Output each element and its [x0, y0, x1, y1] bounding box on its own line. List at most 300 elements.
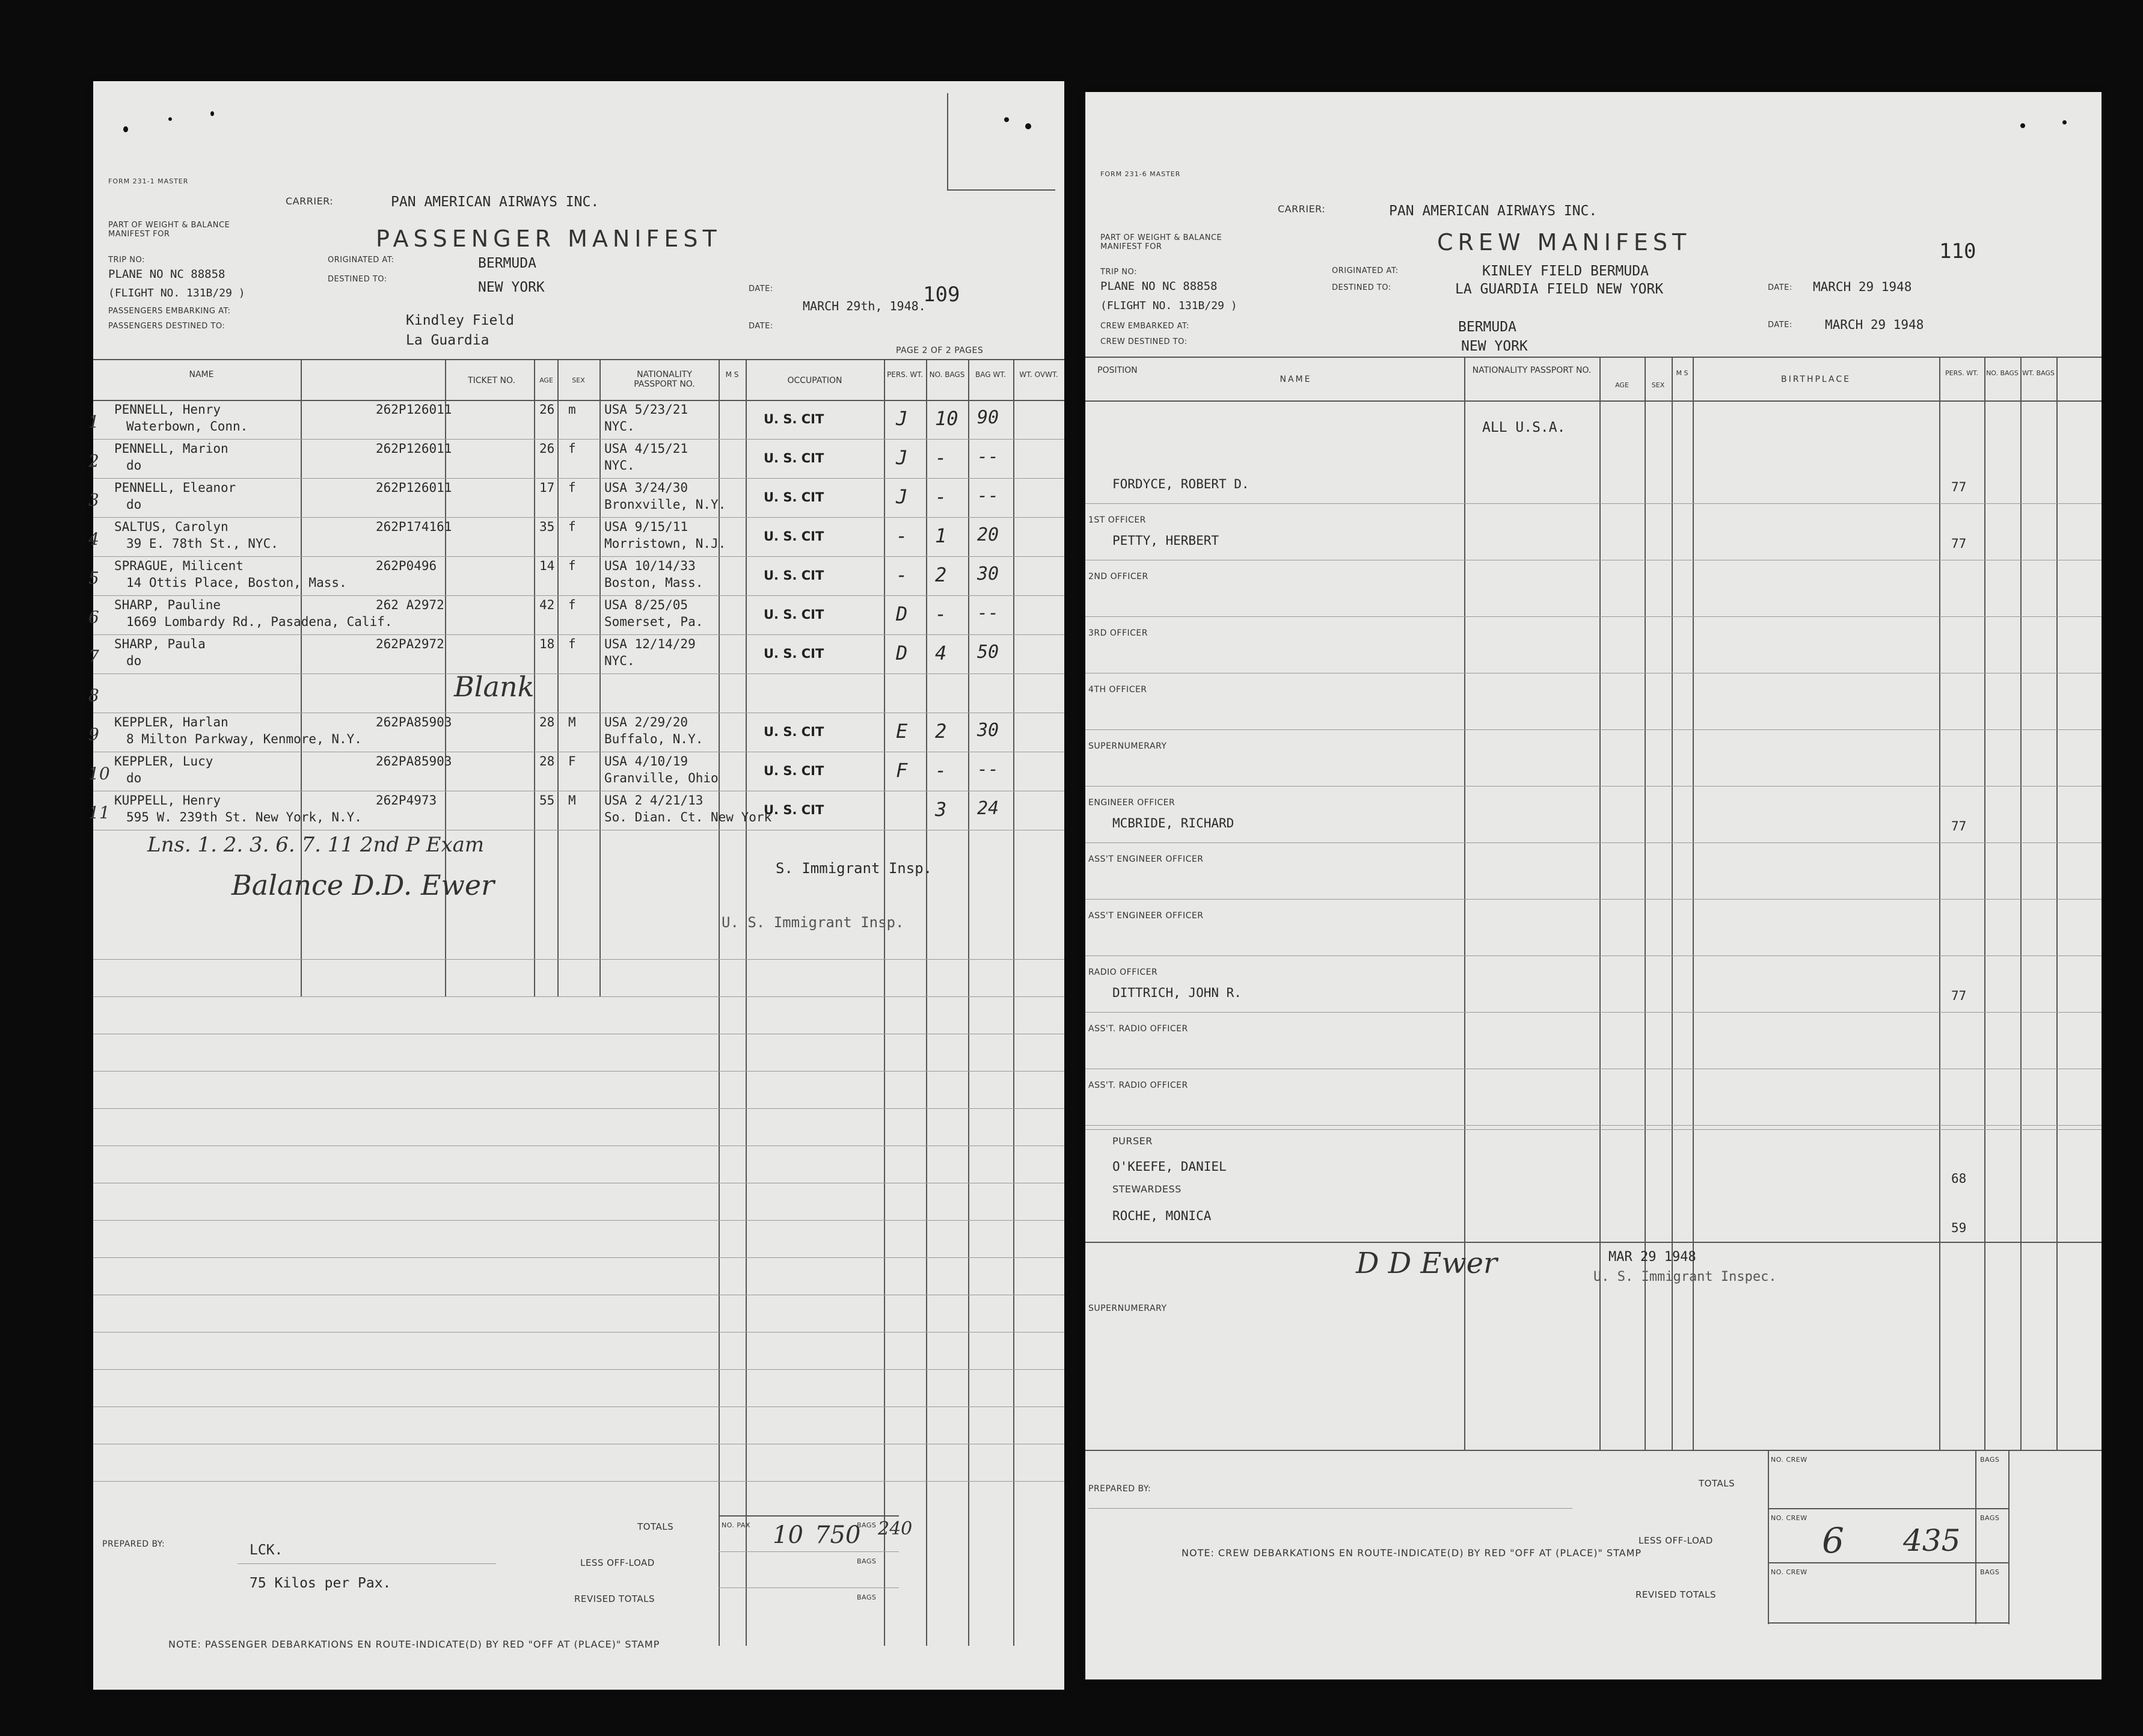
- totals-label: TOTALS: [637, 1521, 674, 1532]
- passenger-sex: f: [568, 559, 576, 573]
- passenger-age: 55: [539, 793, 555, 808]
- trip-label: TRIP NO:: [1100, 268, 1137, 277]
- row-number: 10: [88, 764, 110, 784]
- header-bottom-border: [93, 400, 1064, 401]
- ruled-line: [93, 996, 1064, 997]
- passenger-name: PENNELL, Eleanor: [114, 480, 236, 495]
- ruled-line: [93, 1369, 1064, 1370]
- bag-weight: --: [977, 446, 999, 467]
- totals-border: [1975, 1450, 1976, 1624]
- crew-manifest-title: CREW MANIFEST: [1437, 229, 1691, 256]
- nationality-place: NYC.: [604, 458, 635, 473]
- totals-border: [719, 1587, 899, 1588]
- passenger-address: 14 Ottis Place, Boston, Mass.: [126, 575, 347, 590]
- form-number: FORM 231-1 MASTER: [108, 177, 189, 185]
- col-divider: [599, 359, 601, 996]
- bag-count: -: [935, 603, 947, 625]
- personal-weight: J: [896, 407, 908, 430]
- personal-weight: E: [896, 720, 908, 743]
- passenger-address: 1669 Lombardy Rd., Pasadena, Calif.: [126, 615, 393, 629]
- personal-weight: J: [896, 446, 908, 469]
- purser-name: O'KEEFE, DANIEL: [1112, 1159, 1227, 1174]
- bag-count: 4: [935, 642, 947, 664]
- passenger-age: 35: [539, 520, 555, 534]
- crew-weight: 77: [1951, 536, 1967, 551]
- bag-count: -: [935, 759, 947, 782]
- passenger-sex: f: [568, 520, 576, 534]
- header-sex: SEX: [572, 376, 585, 384]
- ticket-number: 262P126011: [376, 480, 452, 495]
- destined-to-label: PASSENGERS DESTINED TO:: [108, 322, 225, 331]
- bag-count: 10: [935, 407, 958, 430]
- row-border: [93, 634, 1064, 635]
- ruled-line: [93, 1332, 1064, 1333]
- bags-label: BAGS: [1980, 1568, 2000, 1576]
- blank-handwritten-note: Blank: [454, 670, 535, 703]
- nationality-place: NYC.: [604, 654, 635, 668]
- embarking-label: PASSENGERS EMBARKING AT:: [108, 307, 231, 316]
- scan-speck: [1004, 117, 1009, 122]
- nationality-place: Buffalo, N.Y.: [604, 732, 704, 746]
- passenger-address: 595 W. 239th St. New York, N.Y.: [126, 810, 362, 824]
- supernumerary-label: SUPERNUMERARY: [1088, 1304, 1167, 1313]
- crew-note: NOTE: CREW DEBARKATIONS EN ROUTE-INDICATE(D) BY RED "OFF AT (PLACE)" STAMP: [1182, 1547, 1642, 1559]
- header-bags: NO. BAGS: [929, 370, 965, 379]
- passenger-age: 14: [539, 559, 555, 573]
- occupation: U. S. CIT: [764, 725, 824, 739]
- bags-label: BAGS: [1980, 1514, 2000, 1522]
- bags-label: BAGS: [857, 1521, 877, 1529]
- stewardess-label: STEWARDESS: [1112, 1183, 1182, 1195]
- originated-value: BERMUDA: [478, 256, 536, 271]
- occupation: U. S. CIT: [764, 646, 824, 661]
- destined-to-value: La Guardia: [406, 333, 489, 348]
- ruled-line: [93, 1406, 1064, 1407]
- col-divider: [926, 359, 927, 1646]
- nationality-passport: USA 2 4/21/13: [604, 793, 704, 808]
- personal-weight: D: [896, 642, 908, 664]
- header-age: AGE: [1615, 381, 1629, 389]
- col-divider: [719, 359, 720, 1646]
- occupation: U. S. CIT: [764, 529, 824, 544]
- occupation: U. S. CIT: [764, 568, 824, 583]
- crew-weight: 77: [1951, 480, 1967, 494]
- scan-speck: [210, 111, 214, 116]
- no-pax-label: NO. PAX: [722, 1521, 750, 1529]
- row-border: [93, 595, 1064, 596]
- ruled-line: [93, 1108, 1064, 1109]
- passenger-sex: F: [568, 754, 576, 768]
- personal-weight: F: [896, 759, 908, 782]
- row-border: [1085, 955, 2102, 956]
- trip-label: TRIP NO:: [108, 256, 145, 265]
- stewardess-name: ROCHE, MONICA: [1112, 1209, 1212, 1223]
- immigrant-stamp-1: S. Immigrant Insp.: [776, 860, 933, 877]
- passenger-sex: f: [568, 637, 576, 651]
- nationality-passport: USA 8/25/05: [604, 598, 688, 612]
- bag-weight: --: [977, 603, 999, 624]
- ticket-number: 262P126011: [376, 402, 452, 417]
- scan-speck: [2020, 123, 2025, 128]
- passenger-age: 18: [539, 637, 555, 651]
- totals-label: TOTALS: [1699, 1478, 1735, 1489]
- destined-label: DESTINED TO:: [1332, 283, 1391, 292]
- inspector-signature: D D Ewer: [1356, 1247, 1497, 1280]
- nationality-passport: USA 5/23/21: [604, 402, 688, 417]
- col-divider: [1645, 357, 1646, 1451]
- occupation: U. S. CIT: [764, 607, 824, 622]
- totals-border: [1768, 1622, 2008, 1624]
- prepared-by-label: PREPARED BY:: [102, 1539, 165, 1549]
- handwritten-note-lines: Lns. 1. 2. 3. 6. 7. 11 2nd P Exam: [147, 833, 485, 857]
- section-border: [1085, 1242, 2102, 1243]
- passenger-address: do: [126, 497, 142, 512]
- passenger-sex: f: [568, 441, 576, 456]
- row-number: 11: [88, 803, 110, 823]
- purser-label: PURSER: [1112, 1135, 1153, 1147]
- scan-speck: [2062, 120, 2067, 124]
- bag-weight: 50: [977, 642, 999, 663]
- ruled-line: [93, 1071, 1064, 1072]
- bag-weight: --: [977, 759, 999, 780]
- header-ticket: TICKET NO.: [468, 376, 515, 385]
- carrier-name: PAN AMERICAN AIRWAYS INC.: [391, 194, 599, 210]
- personal-weight: D: [896, 603, 908, 625]
- row-number: 9: [88, 725, 99, 744]
- crew-position: 1ST OFFICER: [1088, 515, 1146, 525]
- no-crew-label: NO. CREW: [1771, 1514, 1807, 1522]
- prepared-by-line: [1088, 1508, 1572, 1509]
- passenger-name: SALTUS, Carolyn: [114, 520, 228, 534]
- scan-speck: [1025, 123, 1031, 129]
- destined-to-value: NEW YORK: [1461, 339, 1528, 354]
- col-divider: [1672, 357, 1673, 1451]
- nationality-passport: USA 10/14/33: [604, 559, 696, 573]
- passenger-manifest-title: PASSENGER MANIFEST: [376, 225, 722, 252]
- header-sex: SEX: [1651, 381, 1665, 389]
- ruled-line: [93, 959, 1064, 960]
- header-ms: M S: [725, 370, 739, 379]
- col-divider: [884, 359, 885, 1646]
- header-wt-ovwt: WT. OVWT.: [1019, 370, 1058, 379]
- header-name: NAME: [1280, 375, 1312, 384]
- nationality-place: So. Dian. Ct. New York: [604, 810, 772, 824]
- passenger-sex: f: [568, 480, 576, 495]
- totals-border: [1768, 1562, 2008, 1563]
- date2-label: DATE:: [1768, 321, 1792, 330]
- header-pers-wt: PERS. WT.: [1945, 369, 1978, 377]
- kilos-note: 75 Kilos per Pax.: [250, 1575, 391, 1591]
- scan-speck: [168, 117, 172, 121]
- immigrant-stamp-date: MAR 29 1948: [1608, 1250, 1696, 1265]
- passenger-sex: m: [568, 402, 576, 417]
- nationality-passport: USA 2/29/20: [604, 715, 688, 729]
- passenger-sex: f: [568, 598, 576, 612]
- row-number: 5: [88, 568, 99, 588]
- revised-totals-label: REVISED TOTALS: [574, 1593, 655, 1604]
- ticket-number: 262PA2972: [376, 637, 444, 651]
- row-border: [1085, 503, 2102, 504]
- plane-number: PLANE NO NC 88858: [108, 268, 225, 281]
- no-crew-label: NO. CREW: [1771, 1568, 1807, 1576]
- row-number: 6: [88, 607, 99, 627]
- col-divider: [746, 359, 747, 1646]
- bags-label: BAGS: [857, 1557, 877, 1565]
- bag-count: 1: [935, 524, 947, 547]
- total-bags: 240: [878, 1518, 913, 1539]
- row-number: 4: [88, 529, 99, 549]
- bag-weight: 90: [977, 407, 999, 428]
- occupation: U. S. CIT: [764, 764, 824, 778]
- total-pax: 10: [773, 1521, 803, 1549]
- totals-border: [719, 1551, 899, 1552]
- part-of-label: PART OF WEIGHT & BALANCE MANIFEST FOR: [108, 221, 230, 239]
- prepared-by-value: LCK.: [250, 1542, 283, 1558]
- table-top-border: [93, 359, 1064, 360]
- header-nationality: NATIONALITY PASSPORT NO.: [1472, 366, 1592, 375]
- crew-name: FORDYCE, ROBERT D.: [1112, 477, 1249, 491]
- occupation: U. S. CIT: [764, 490, 824, 505]
- totals-border: [2008, 1450, 2010, 1624]
- purser-weight: 68: [1951, 1171, 1967, 1186]
- date-label: DATE:: [749, 284, 773, 293]
- ticket-number: 262P4973: [376, 793, 437, 808]
- total-weight: 750: [815, 1521, 861, 1549]
- part-of-label: PART OF WEIGHT & BALANCE MANIFEST FOR: [1100, 233, 1222, 251]
- crew-position: ASS'T ENGINEER OFFICER: [1088, 911, 1204, 921]
- bag-weight: 24: [977, 798, 999, 819]
- page-count: PAGE 2 OF 2 PAGES: [896, 346, 984, 355]
- box-border: [947, 189, 1055, 191]
- passenger-sex: M: [568, 793, 576, 808]
- row-border: [1085, 842, 2102, 843]
- crew-position: ASS'T. RADIO OFFICER: [1088, 1081, 1188, 1090]
- originated-value: KINLEY FIELD BERMUDA: [1482, 263, 1649, 279]
- prepared-by-label: PREPARED BY:: [1088, 1484, 1151, 1494]
- row-number: 1: [88, 412, 99, 432]
- carrier-label: CARRIER:: [1278, 203, 1326, 215]
- passenger-age: 28: [539, 715, 555, 729]
- header-nationality: NATIONALITY PASSPORT NO.: [634, 370, 695, 389]
- crew-weight: 77: [1951, 819, 1967, 833]
- personal-weight: -: [896, 563, 908, 586]
- nationality-passport: USA 9/15/11: [604, 520, 688, 534]
- nationality-place: Bronxville, N.Y.: [604, 497, 726, 512]
- row-number: 2: [88, 451, 99, 471]
- row-border: [1085, 729, 2102, 730]
- crew-name: MCBRIDE, RICHARD: [1112, 816, 1234, 830]
- passenger-name: PENNELL, Henry: [114, 402, 221, 417]
- col-divider: [1464, 357, 1465, 1451]
- ticket-number: 262P174161: [376, 520, 452, 534]
- less-off-load-label: LESS OFF-LOAD: [580, 1557, 655, 1568]
- personal-weight: J: [896, 485, 908, 508]
- passenger-name: KEPPLER, Harlan: [114, 715, 228, 729]
- ruled-line: [93, 1481, 1064, 1482]
- header-bottom-border: [1085, 400, 2102, 402]
- passenger-name: SPRAGUE, Milicent: [114, 559, 244, 573]
- passenger-name: KEPPLER, Lucy: [114, 754, 213, 768]
- totals-border: [1768, 1508, 2008, 1509]
- no-crew-label: NO. CREW: [1771, 1456, 1807, 1464]
- nationality-all: ALL U.S.A.: [1482, 420, 1566, 435]
- passenger-address: do: [126, 654, 142, 668]
- embarked-label: CREW EMBARKED AT:: [1100, 322, 1189, 331]
- header-wt-bags: WT. BAGS: [2022, 369, 2055, 377]
- ticket-number: 262PA85903: [376, 715, 452, 729]
- flight-number: (FLIGHT NO. 131B/29 ): [1100, 299, 1237, 312]
- bag-weight: 20: [977, 524, 999, 545]
- prepared-by-line: [238, 1563, 496, 1564]
- destined-label: DESTINED TO:: [328, 275, 387, 284]
- crew-name: DITTRICH, JOHN R.: [1112, 986, 1242, 1000]
- personal-weight: -: [896, 524, 908, 547]
- immigrant-stamp-2: U. S. Immigrant Insp.: [722, 914, 904, 931]
- bag-count: -: [935, 446, 947, 469]
- passenger-address: Waterbown, Conn.: [126, 419, 248, 434]
- section-border: [1085, 1129, 2102, 1130]
- nationality-passport: USA 4/15/21: [604, 441, 688, 456]
- col-divider: [968, 359, 969, 1646]
- passenger-age: 26: [539, 441, 555, 456]
- nationality-place: NYC.: [604, 419, 635, 434]
- col-divider: [2056, 357, 2058, 1451]
- row-border: [1085, 1012, 2102, 1013]
- revised-totals-label: REVISED TOTALS: [1636, 1589, 1717, 1600]
- passenger-name: PENNELL, Marion: [114, 441, 228, 456]
- ticket-number: 262 A2972: [376, 598, 444, 612]
- bag-count: 2: [935, 563, 947, 586]
- ticket-number: 262PA85903: [376, 754, 452, 768]
- header-age: AGE: [539, 376, 553, 384]
- passenger-address: 8 Milton Parkway, Kenmore, N.Y.: [126, 732, 362, 746]
- crew-count: 6: [1822, 1520, 1844, 1561]
- originated-label: ORIGINATED AT:: [1332, 266, 1399, 275]
- row-number: 8: [88, 686, 99, 705]
- row-border: [93, 478, 1064, 479]
- bag-count: 2: [935, 720, 947, 743]
- embarking-value: Kindley Field: [406, 313, 515, 328]
- passenger-name: SHARP, Paula: [114, 637, 206, 651]
- table-top-border: [1085, 357, 2102, 358]
- crew-weight: 77: [1951, 989, 1967, 1003]
- header-occupation: OCCUPATION: [787, 376, 842, 385]
- totals-border: [719, 1515, 899, 1517]
- col-divider: [1984, 357, 1985, 1451]
- manifest-date-2: MARCH 29 1948: [1825, 317, 1924, 332]
- originated-label: ORIGINATED AT:: [328, 256, 394, 265]
- header-bags: NO. BAGS: [1986, 369, 2019, 377]
- crew-manifest-sheet: [1085, 92, 2102, 1679]
- header-pers-wt: PERS. WT.: [887, 370, 923, 379]
- header-ms: M S: [1676, 369, 1688, 377]
- nationality-place: Somerset, Pa.: [604, 615, 704, 629]
- nationality-passport: USA 4/10/19: [604, 754, 688, 768]
- row-border: [93, 673, 1064, 674]
- occupation: U. S. CIT: [764, 412, 824, 426]
- date-label: DATE:: [1768, 283, 1792, 292]
- passenger-sex: M: [568, 715, 576, 729]
- less-off-load-label: LESS OFF-LOAD: [1639, 1535, 1713, 1546]
- occupation: U. S. CIT: [764, 451, 824, 465]
- crew-position: RADIO OFFICER: [1088, 968, 1158, 977]
- nationality-place: Granville, Ohio: [604, 771, 719, 785]
- flight-number: (FLIGHT NO. 131B/29 ): [108, 287, 245, 299]
- passenger-age: 17: [539, 480, 555, 495]
- passenger-address: do: [126, 458, 142, 473]
- header-name: NAME: [189, 370, 214, 379]
- crew-position: SUPERNUMERARY: [1088, 741, 1167, 751]
- col-divider: [1013, 359, 1014, 1646]
- totals-border: [1768, 1450, 1769, 1624]
- stewardess-weight: 59: [1951, 1221, 1967, 1235]
- passenger-name: KUPPELL, Henry: [114, 793, 221, 808]
- header-position: POSITION: [1097, 366, 1138, 375]
- crew-position: 2ND OFFICER: [1088, 572, 1148, 581]
- manifest-date: MARCH 29th, 1948.: [803, 299, 926, 313]
- header-birthplace: BIRTHPLACE: [1780, 375, 1851, 384]
- handwritten-note-balance: Balance D.D. Ewer: [231, 869, 495, 901]
- destined-to-label: CREW DESTINED TO:: [1100, 337, 1188, 346]
- row-border: [1085, 1125, 2102, 1126]
- bags-label: BAGS: [857, 1593, 877, 1601]
- row-border: [93, 556, 1064, 557]
- row-border: [1085, 899, 2102, 900]
- scan-speck: [123, 126, 128, 132]
- occupation: U. S. CIT: [764, 803, 824, 817]
- bag-count: 3: [935, 798, 947, 821]
- ticket-number: 262P126011: [376, 441, 452, 456]
- passenger-age: 28: [539, 754, 555, 768]
- crew-position: 3RD OFFICER: [1088, 628, 1148, 638]
- date2-label: DATE:: [749, 322, 773, 331]
- ruled-line: [93, 1220, 1064, 1221]
- col-divider: [557, 359, 559, 996]
- passenger-age: 26: [539, 402, 555, 417]
- passenger-name: SHARP, Pauline: [114, 598, 221, 612]
- nationality-passport: USA 12/14/29: [604, 637, 696, 651]
- passenger-address: do: [126, 771, 142, 785]
- row-number: 7: [88, 646, 99, 666]
- manifest-date: MARCH 29 1948: [1813, 280, 1912, 294]
- crew-name: PETTY, HERBERT: [1112, 533, 1219, 548]
- page-stamp-number: 110: [1939, 239, 1976, 263]
- row-border: [93, 439, 1064, 440]
- ruled-line: [93, 1257, 1064, 1258]
- col-divider: [1599, 357, 1601, 1451]
- table-bottom-border: [1085, 1450, 2102, 1451]
- row-border: [1085, 786, 2102, 787]
- ticket-number: 262P0496: [376, 559, 437, 573]
- crew-position: ASS'T ENGINEER OFFICER: [1088, 854, 1204, 864]
- carrier-label: CARRIER:: [286, 195, 334, 207]
- crew-position: ENGINEER OFFICER: [1088, 798, 1176, 808]
- page-stamp-number: 109: [923, 283, 960, 307]
- nationality-place: Boston, Mass.: [604, 575, 704, 590]
- plane-number: PLANE NO NC 88858: [1100, 280, 1218, 293]
- immigrant-stamp-text: U. S. Immigrant Inspec.: [1593, 1269, 1777, 1284]
- carrier-name: PAN AMERICAN AIRWAYS INC.: [1389, 203, 1598, 219]
- col-divider: [1693, 357, 1694, 1451]
- row-border: [1085, 616, 2102, 617]
- col-divider: [1939, 357, 1940, 1451]
- row-number: 3: [88, 490, 99, 510]
- embarked-value: BERMUDA: [1458, 319, 1516, 335]
- crew-position: 4TH OFFICER: [1088, 685, 1147, 695]
- crew-position: ASS'T. RADIO OFFICER: [1088, 1024, 1188, 1034]
- header-bag-wt: BAG WT.: [975, 370, 1006, 379]
- nationality-passport: USA 3/24/30: [604, 480, 688, 495]
